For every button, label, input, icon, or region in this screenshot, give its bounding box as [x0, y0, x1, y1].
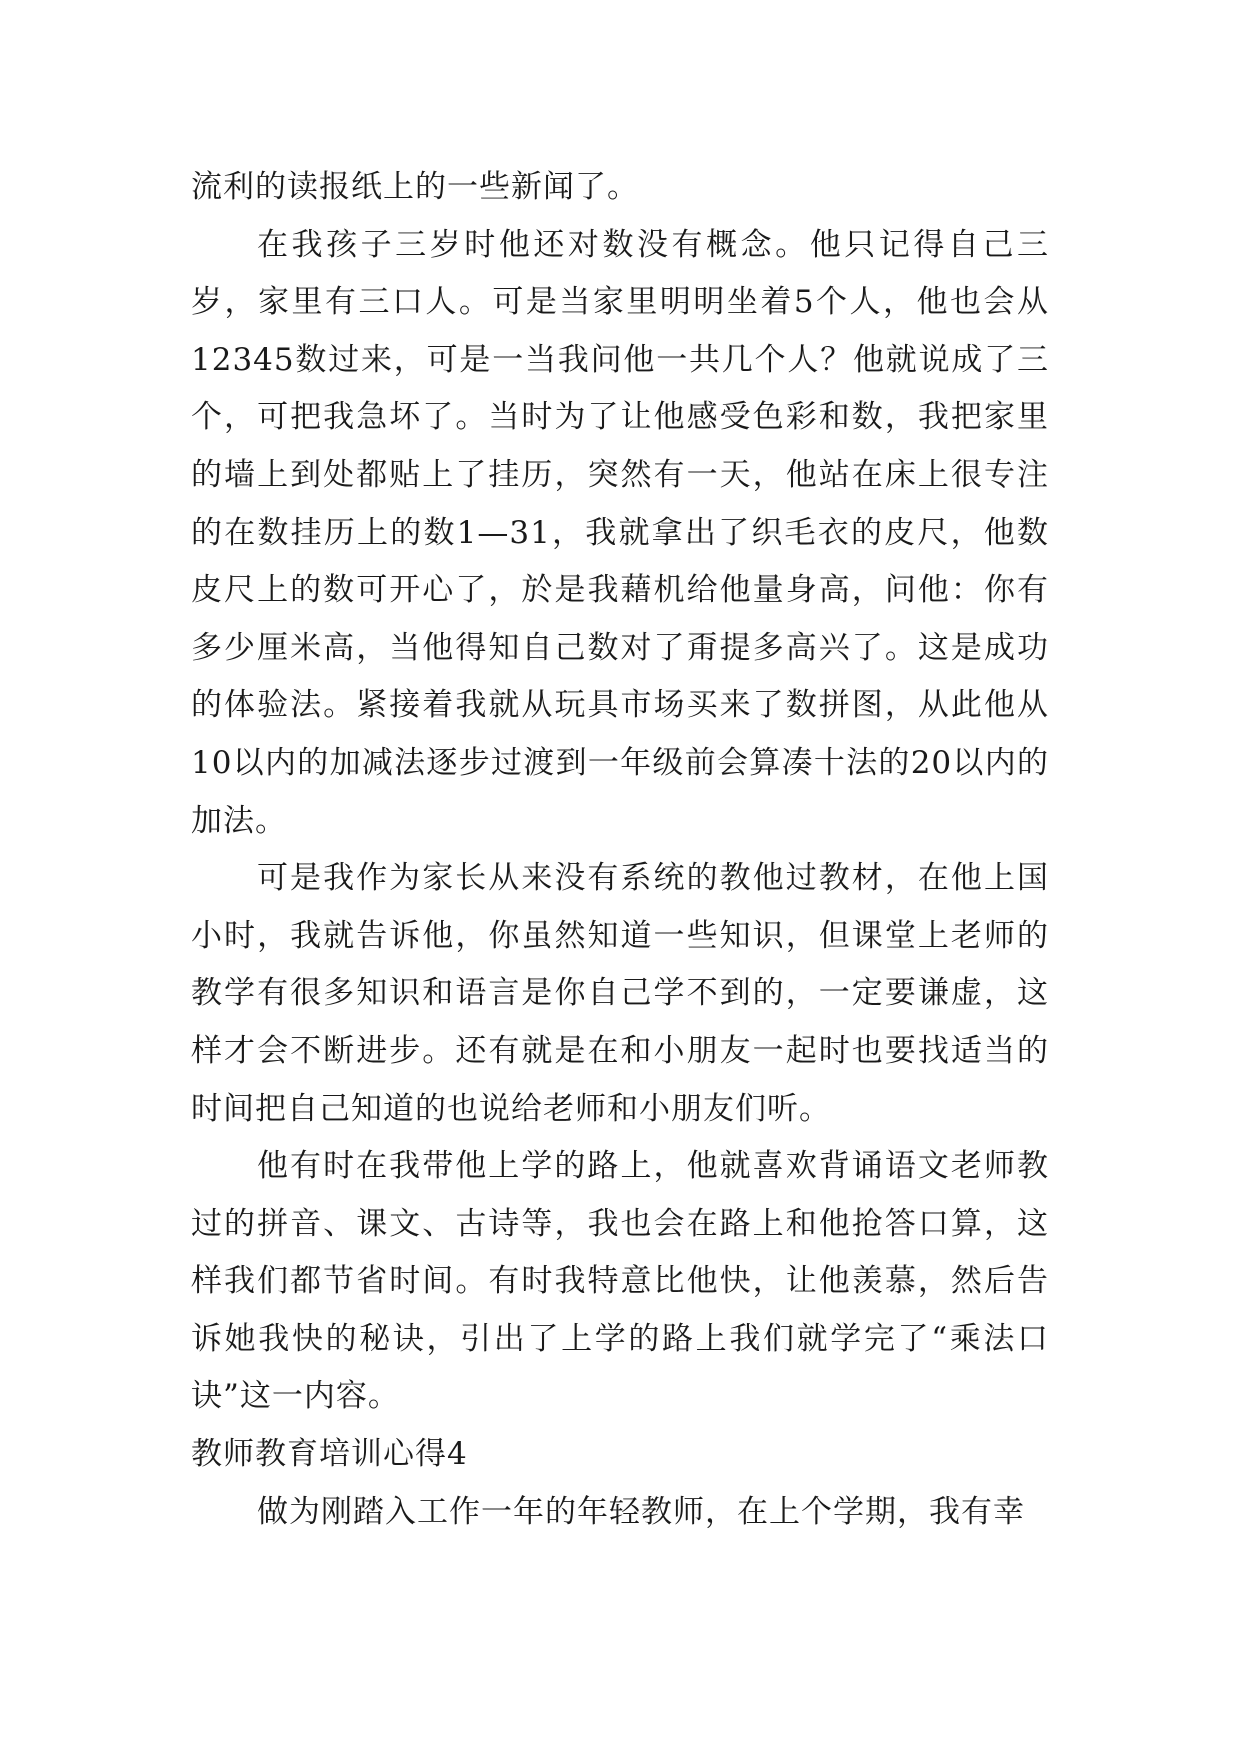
paragraph-3: 可是我作为家长从来没有系统的教他过教材，在他上国小时，我就告诉他，你虽然知道一些知识，但课堂上老师的教学有很多知识和语言是你自己学不到的，一定要谦虚，这样才会不断进步。还有就是在和小朋友一起时也要找适当的时间把自己知道的也说给老师和小朋友们听。 — [191, 860, 1049, 1127]
paragraph-5: 做为刚踏入工作一年的年轻教师，在上个学期，我有幸 — [257, 1493, 1025, 1530]
section-heading: 教师教育培训心得4 — [191, 1436, 468, 1473]
paragraph-4: 他有时在我带他上学的路上，他就喜欢背诵语文老师教过的拼音、课文、古诗等，我也会在路上和他抢答口算，这样我们都节省时间。有时我特意比他快，让他羡慕，然后告诉她我快的秘诀，引出了上学的路上我们就学完了“乘法口诀”这一内容。 — [191, 1148, 1049, 1415]
paragraph-1: 流利的读报纸上的一些新闻了。 — [191, 169, 639, 205]
paragraph-2: 在我孩子三岁时他还对数没有概念。他只记得自己三岁，家里有三口人。可是当家里明明坐着5个人，他也会从12345数过来，可是一当我问他一共几个人？他就说成了三个，可把我急坏了。当时为了让他感受色彩和数，我把家里的墙上到处都贴上了挂历，突然有一天，他站在床上很专注的在数挂历上的数1—31，我就拿出了织毛衣的皮尺，他数皮尺上的数可开心了，於是我藉机给他量身高，问他：你有多少厘米高，当他得知自己数对了甭提多高兴了。这是成功的体验法。紧接着我就从玩具市场买来了数拼图，从此他从10以内的加减法逐步过渡到一年级前会算凑十法的20以内的加法。 — [191, 226, 1049, 839]
document-body — [191, 159, 1049, 1541]
